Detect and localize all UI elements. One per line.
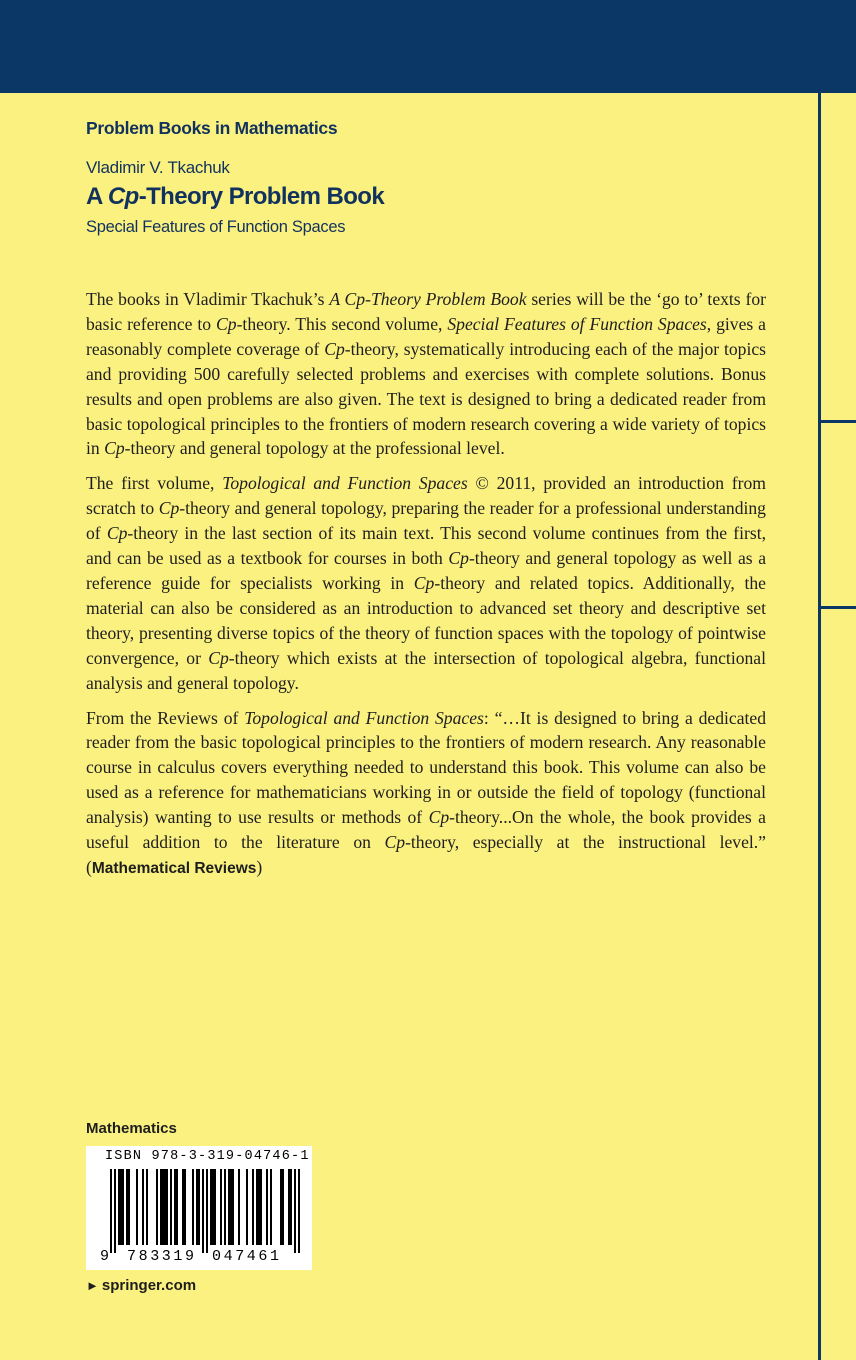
barcode-bar — [136, 1169, 138, 1245]
blurb-paragraph-1: The books in Vladimir Tkachuk’s A Cp-Theory Problem Book series will be the ‘go to’ texts for basic reference to Cp-theory. This second volume, Special Features of Function Spaces, gives a reasonably complete coverage of Cp-theory, systematically introducing each of the major topics and providing 500 carefully selected problems and exercises with complete solutions. Bonus results and open problems are also given. The text is designed to bring a dedicated reader from basic topological principles to the frontiers of modern research covering a wide variety of topics in Cp-theory and general topology at the professional level. — [86, 289, 766, 459]
barcode-bar — [198, 1169, 200, 1245]
barcode-bar — [196, 1169, 198, 1245]
barcode-bar — [128, 1169, 130, 1245]
blurb-paragraph-2: The first volume, Topological and Function Spaces © 2011, provided an introduction from scratch to Cp-theory and general topology, preparing the reader for a professional understanding of Cp-theory in the last section of its main text. This second volume continues from the first, and can be used as a textbook for courses in both Cp-theory and general topology as well as a reference guide for specialists working in Cp-theory and related topics. Additionally, the material can also be considered as an introduction to advanced set theory and descriptive set theory, presenting diverse topics of the theory of function spaces with the topology of pointwise convergence, or Cp-theory which exists at the intersection of topological algebra, functional analysis and general topology. — [86, 473, 767, 693]
barcode-bar — [122, 1169, 124, 1245]
barcode-bar — [258, 1169, 260, 1245]
barcode-bar — [162, 1169, 164, 1245]
barcode-bar — [290, 1169, 292, 1245]
barcode-bar — [210, 1169, 212, 1245]
series-name: Problem Books in Mathematics — [86, 118, 338, 138]
barcode-bar — [118, 1169, 120, 1245]
barcode-bar — [228, 1169, 230, 1245]
barcode-bar — [214, 1169, 216, 1245]
barcode-bar — [192, 1169, 194, 1245]
barcode-bar — [156, 1169, 158, 1245]
book-title: A Cp-Theory Problem Book — [86, 183, 385, 210]
isbn-label: ISBN 978-3-319-04746-1 — [105, 1149, 310, 1164]
barcode-left-digits: 783319 — [127, 1248, 197, 1265]
barcode-bar — [114, 1169, 116, 1253]
barcode-bar — [246, 1169, 248, 1245]
barcode-bar — [170, 1169, 172, 1245]
spine-tick-mark — [821, 420, 856, 423]
barcode-bar — [224, 1169, 226, 1245]
top-color-band — [0, 0, 856, 93]
barcode-bar — [294, 1169, 296, 1253]
barcode-bar — [238, 1169, 240, 1245]
barcode-bar — [110, 1169, 112, 1253]
barcode-bar — [184, 1169, 186, 1245]
subject-category: Mathematics — [86, 1120, 177, 1137]
barcode-bar — [142, 1169, 144, 1245]
barcode-bar — [212, 1169, 214, 1245]
spine-tick-mark — [821, 606, 856, 609]
barcode-bar — [280, 1169, 282, 1245]
barcode-bar — [288, 1169, 290, 1245]
author-name: Vladimir V. Tkachuk — [86, 158, 230, 177]
barcode-bar — [160, 1169, 162, 1245]
isbn-barcode — [86, 1146, 312, 1270]
review-source: Mathematical Reviews — [91, 859, 257, 877]
barcode-bar — [120, 1169, 122, 1245]
barcode-bar — [256, 1169, 258, 1245]
barcode-bar — [202, 1169, 204, 1253]
barcode-bar — [270, 1169, 272, 1245]
barcode-first-digit: 9 — [100, 1248, 110, 1265]
barcode-bar — [220, 1169, 222, 1245]
publisher-website[interactable]: ► springer.com — [86, 1277, 197, 1294]
barcode-bar — [282, 1169, 284, 1245]
barcode-bar — [176, 1169, 178, 1245]
barcode-bar — [260, 1169, 262, 1245]
barcode-bar — [252, 1169, 254, 1245]
barcode-bar — [126, 1169, 128, 1245]
barcode-bar — [232, 1169, 234, 1245]
book-subtitle: Special Features of Function Spaces — [86, 218, 346, 236]
arrow-right-icon: ► — [86, 1278, 99, 1293]
barcode-bar — [298, 1169, 300, 1253]
barcode-right-digits: 047461 — [212, 1248, 282, 1265]
barcode-bar — [166, 1169, 168, 1245]
barcode-bar — [174, 1169, 176, 1245]
blurb — [86, 287, 766, 892]
barcode-bar — [206, 1169, 208, 1253]
spine-border-line — [818, 93, 821, 1360]
barcode-bar — [230, 1169, 232, 1245]
barcode-bar — [146, 1169, 148, 1245]
barcode-bar — [266, 1169, 268, 1245]
review-quote: From the Reviews of Topological and Function Spaces: “…It is designed to bring a dedicated reader from the basic topological principles to the frontiers of modern research. Any reasonable course in calculus covers everything needed to understand this book. This volume can also be used as a reference for mathematicians working in or outside the field of topology (functional analysis) wanting to use results or methods of Cp-theory...On the whole, the book provides a useful addition to the literature on Cp-theory, especially at the instructional level.” (Mathematical Reviews) — [86, 707, 766, 877]
barcode-bar — [164, 1169, 166, 1245]
barcode-bar — [182, 1169, 184, 1245]
